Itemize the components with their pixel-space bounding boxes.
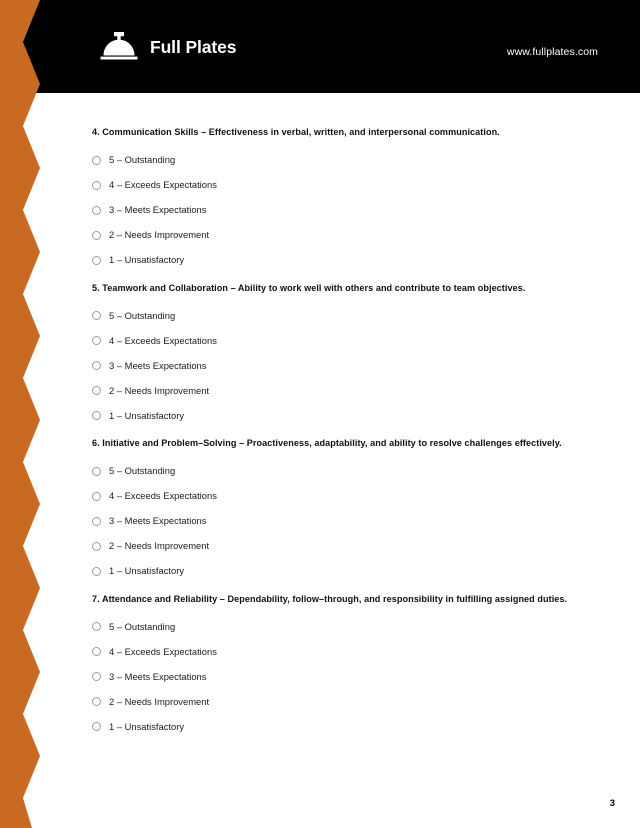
rating-option-label: 4 – Exceeds Expectations xyxy=(109,645,217,657)
question-title: 7. Attendance and Reliability – Dependability, follow–through, and responsibility in fulfilling assigned duties. xyxy=(92,593,568,604)
rating-option-row[interactable] xyxy=(92,328,592,353)
rating-option-row[interactable] xyxy=(92,303,592,328)
evaluation-form-body xyxy=(92,126,592,748)
rating-option-label: 5 – Outstanding xyxy=(109,309,176,321)
rating-option-label: 5 – Outstanding xyxy=(109,154,176,166)
rating-option-row[interactable] xyxy=(92,403,592,428)
rating-option-row[interactable] xyxy=(92,639,592,664)
radio-button-icon[interactable] xyxy=(92,181,101,190)
rating-option-row[interactable] xyxy=(92,173,592,198)
radio-button-icon[interactable] xyxy=(92,542,101,551)
rating-option-label: 2 – Needs Improvement xyxy=(109,540,210,552)
radio-button-icon[interactable] xyxy=(92,567,101,576)
brand-name: Full Plates xyxy=(150,36,237,57)
radio-button-icon[interactable] xyxy=(92,311,101,320)
brand-logo-block xyxy=(99,30,236,64)
rating-option-list xyxy=(92,614,592,739)
rating-option-label: 2 – Needs Improvement xyxy=(109,229,210,241)
question-title: 4. Communication Skills – Effectiveness in verbal, written, and interpersonal communication. xyxy=(92,127,500,137)
rating-option-row[interactable] xyxy=(92,559,592,584)
radio-button-icon[interactable] xyxy=(92,672,101,681)
radio-button-icon[interactable] xyxy=(92,697,101,706)
radio-button-icon[interactable] xyxy=(92,517,101,526)
rating-option-label: 3 – Meets Expectations xyxy=(109,359,207,371)
rating-option-row[interactable] xyxy=(92,353,592,378)
rating-option-label: 2 – Needs Improvement xyxy=(109,695,210,707)
radio-button-icon[interactable] xyxy=(92,336,101,345)
rating-option-label: 1 – Unsatisfactory xyxy=(109,720,185,732)
radio-button-icon[interactable] xyxy=(92,622,101,631)
rating-option-row[interactable] xyxy=(92,534,592,559)
radio-button-icon[interactable] xyxy=(92,722,101,731)
rating-option-row[interactable] xyxy=(92,689,592,714)
question-block xyxy=(92,282,592,429)
rating-option-row[interactable] xyxy=(92,664,592,689)
rating-option-row[interactable] xyxy=(92,484,592,509)
radio-button-icon[interactable] xyxy=(92,231,101,240)
radio-button-icon[interactable] xyxy=(92,256,101,265)
service-bell-icon xyxy=(99,30,139,64)
header-website-url: www.fullplates.com xyxy=(506,46,598,58)
rating-option-label: 3 – Meets Expectations xyxy=(109,515,207,527)
question-block xyxy=(92,437,592,584)
rating-option-label: 2 – Needs Improvement xyxy=(109,384,210,396)
rating-option-label: 4 – Exceeds Expectations xyxy=(109,334,217,346)
rating-option-list xyxy=(92,148,592,273)
rating-option-label: 5 – Outstanding xyxy=(109,465,176,477)
rating-option-label: 1 – Unsatisfactory xyxy=(109,565,185,577)
rating-option-row[interactable] xyxy=(92,459,592,484)
zigzag-accent-stripe xyxy=(0,0,44,828)
header-content xyxy=(0,0,640,93)
page-number: 3 xyxy=(609,798,615,809)
question-block xyxy=(92,593,592,740)
radio-button-icon[interactable] xyxy=(92,467,101,476)
rating-option-label: 1 – Unsatisfactory xyxy=(109,409,185,421)
rating-option-row[interactable] xyxy=(92,614,592,639)
radio-button-icon[interactable] xyxy=(92,156,101,165)
radio-button-icon[interactable] xyxy=(92,647,101,656)
rating-option-row[interactable] xyxy=(92,378,592,403)
question-title: 6. Initiative and Problem–Solving – Proactiveness, adaptability, and ability to resolve challenges effectively. xyxy=(92,438,562,449)
rating-option-label: 5 – Outstanding xyxy=(109,620,176,632)
rating-option-row[interactable] xyxy=(92,198,592,223)
radio-button-icon[interactable] xyxy=(92,361,101,370)
rating-option-row[interactable] xyxy=(92,223,592,248)
radio-button-icon[interactable] xyxy=(92,492,101,501)
rating-option-row[interactable] xyxy=(92,248,592,273)
question-title: 5. Teamwork and Collaboration – Ability to work well with others and contribute to team objectives. xyxy=(92,282,526,293)
radio-button-icon[interactable] xyxy=(92,386,101,395)
rating-option-list xyxy=(92,303,592,428)
rating-option-label: 3 – Meets Expectations xyxy=(109,670,207,682)
rating-option-label: 4 – Exceeds Expectations xyxy=(109,179,217,191)
rating-option-row[interactable] xyxy=(92,148,592,173)
radio-button-icon[interactable] xyxy=(92,206,101,215)
rating-option-list xyxy=(92,459,592,584)
rating-option-label: 4 – Exceeds Expectations xyxy=(109,490,217,502)
radio-button-icon[interactable] xyxy=(92,411,101,420)
rating-option-label: 3 – Meets Expectations xyxy=(109,204,207,216)
rating-option-row[interactable] xyxy=(92,714,592,739)
rating-option-row[interactable] xyxy=(92,509,592,534)
rating-option-label: 1 – Unsatisfactory xyxy=(109,254,185,266)
question-block xyxy=(92,126,592,273)
